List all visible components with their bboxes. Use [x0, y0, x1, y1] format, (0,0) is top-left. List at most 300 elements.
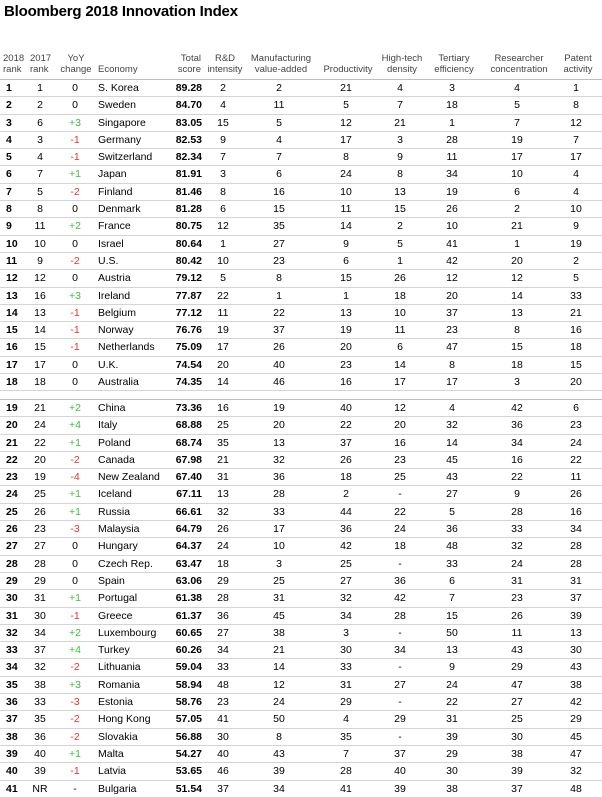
cell-rank-2018: 41 — [6, 782, 18, 795]
cell-manufacturing: 27 — [273, 237, 285, 250]
cell-tertiary-efficiency: 6 — [449, 574, 455, 587]
cell-rd-intensity: 36 — [217, 609, 229, 622]
cell-productivity: 20 — [340, 341, 352, 354]
cell-rd-intensity: 6 — [220, 203, 226, 216]
cell-economy: Greece — [98, 609, 133, 622]
cell-productivity: 15 — [340, 272, 352, 285]
cell-manufacturing: 23 — [273, 254, 285, 267]
cell-researcher-concentration: 3 — [514, 376, 520, 389]
cell-yoy-change: -1 — [70, 306, 80, 319]
cell-rank-2017: 21 — [34, 402, 46, 414]
cell-rd-intensity: 27 — [217, 626, 229, 639]
cell-total-score: 58.76 — [175, 696, 202, 709]
cell-tertiary-efficiency: 39 — [446, 730, 458, 743]
cell-total-score: 57.05 — [175, 713, 202, 726]
cell-researcher-concentration: 31 — [511, 574, 523, 587]
cell-total-score: 56.88 — [175, 730, 202, 743]
cell-rank-2017: 18 — [34, 376, 46, 389]
cell-total-score: 51.54 — [175, 782, 202, 795]
cell-rank-2017: 12 — [34, 272, 46, 285]
cell-hightech-density: - — [398, 696, 402, 709]
cell-rank-2018: 32 — [6, 626, 18, 639]
cell-patent-activity: 42 — [570, 696, 582, 709]
cell-patent-activity: 22 — [570, 453, 582, 466]
cell-yoy-change: 0 — [72, 203, 78, 216]
cell-yoy-change: +4 — [69, 644, 81, 657]
cell-patent-activity: 8 — [573, 99, 579, 112]
cell-manufacturing: 34 — [273, 782, 285, 795]
cell-economy: Netherlands — [98, 341, 155, 354]
cell-hightech-density: 9 — [397, 151, 403, 164]
cell-manufacturing: 17 — [273, 523, 285, 536]
table-row — [0, 305, 602, 322]
cell-rank-2018: 31 — [6, 609, 18, 622]
cell-researcher-concentration: 18 — [511, 358, 523, 371]
cell-rd-intensity: 21 — [217, 453, 229, 466]
cell-total-score: 53.65 — [175, 765, 202, 778]
cell-manufacturing: 38 — [273, 626, 285, 639]
cell-manufacturing: 1 — [276, 289, 282, 302]
cell-hightech-density: 24 — [394, 523, 406, 536]
cell-rank-2017: 28 — [34, 557, 46, 570]
cell-manufacturing: 35 — [273, 220, 285, 233]
cell-productivity: 41 — [340, 782, 352, 795]
cell-rank-2018: 8 — [6, 203, 12, 216]
cell-hightech-density: 12 — [394, 402, 406, 414]
cell-rank-2018: 3 — [6, 116, 12, 129]
cell-rank-2017: 3 — [37, 133, 43, 146]
table-row — [0, 115, 602, 132]
table-row — [0, 521, 602, 538]
cell-total-score: 76.76 — [175, 324, 202, 337]
header-tertiary-efficiency: Tertiary efficiency — [434, 53, 474, 75]
cell-yoy-change: +4 — [69, 419, 81, 432]
cell-rank-2018: 21 — [6, 436, 18, 449]
cell-rank-2017: 25 — [34, 488, 46, 501]
cell-manufacturing: 32 — [273, 453, 285, 466]
cell-tertiary-efficiency: 4 — [449, 402, 455, 414]
cell-rd-intensity: 41 — [217, 713, 229, 726]
cell-patent-activity: 45 — [570, 730, 582, 743]
cell-patent-activity: 38 — [570, 678, 582, 691]
cell-rd-intensity: 7 — [220, 151, 226, 164]
cell-yoy-change: -3 — [70, 523, 80, 536]
cell-researcher-concentration: 6 — [514, 185, 520, 198]
table-row — [0, 486, 602, 503]
cell-researcher-concentration: 1 — [514, 237, 520, 250]
cell-rank-2018: 5 — [6, 151, 12, 164]
table-row — [0, 149, 602, 166]
cell-manufacturing: 13 — [273, 436, 285, 449]
cell-researcher-concentration: 14 — [511, 289, 523, 302]
cell-rd-intensity: 14 — [217, 376, 229, 389]
cell-yoy-change: -1 — [70, 765, 80, 778]
cell-patent-activity: 16 — [570, 324, 582, 337]
cell-hightech-density: 22 — [394, 505, 406, 518]
cell-manufacturing: 14 — [273, 661, 285, 674]
cell-rank-2018: 12 — [6, 272, 18, 285]
cell-rd-intensity: 5 — [220, 272, 226, 285]
cell-hightech-density: 37 — [394, 747, 406, 760]
cell-hightech-density: 28 — [394, 609, 406, 622]
cell-total-score: 59.04 — [175, 661, 202, 674]
table-row — [0, 184, 602, 201]
cell-manufacturing: 21 — [273, 644, 285, 657]
cell-researcher-concentration: 16 — [511, 453, 523, 466]
cell-economy: Denmark — [98, 203, 141, 216]
cell-rd-intensity: 31 — [217, 471, 229, 484]
cell-tertiary-efficiency: 7 — [449, 592, 455, 605]
cell-rank-2017: 33 — [34, 696, 46, 709]
cell-researcher-concentration: 23 — [511, 592, 523, 605]
cell-manufacturing: 7 — [276, 151, 282, 164]
cell-rank-2018: 35 — [6, 678, 18, 691]
cell-patent-activity: 37 — [570, 592, 582, 605]
cell-total-score: 80.64 — [175, 237, 202, 250]
cell-rank-2018: 11 — [6, 254, 18, 267]
cell-yoy-change: +1 — [69, 168, 81, 181]
cell-tertiary-efficiency: 5 — [449, 505, 455, 518]
cell-economy: Spain — [98, 574, 125, 587]
cell-economy: Italy — [98, 419, 118, 432]
cell-hightech-density: - — [398, 626, 402, 639]
cell-yoy-change: 0 — [72, 376, 78, 389]
cell-rank-2017: 7 — [37, 168, 43, 181]
table-row — [0, 79, 602, 97]
header-hightech-density: High-tech density — [381, 53, 423, 75]
cell-rd-intensity: 35 — [217, 436, 229, 449]
cell-productivity: 37 — [340, 436, 352, 449]
cell-yoy-change: -1 — [70, 324, 80, 337]
cell-rank-2017: 10 — [34, 237, 46, 250]
cell-productivity: 7 — [343, 747, 349, 760]
cell-researcher-concentration: 47 — [511, 678, 523, 691]
cell-manufacturing: 36 — [273, 471, 285, 484]
cell-economy: Hungary — [98, 540, 138, 553]
cell-rd-intensity: 19 — [217, 324, 229, 337]
cell-tertiary-efficiency: 17 — [446, 376, 458, 389]
cell-productivity: 22 — [340, 419, 352, 432]
cell-total-score: 75.09 — [175, 341, 202, 354]
cell-tertiary-efficiency: 15 — [446, 609, 458, 622]
table-row — [0, 417, 602, 434]
cell-rank-2017: 26 — [34, 505, 46, 518]
cell-productivity: 32 — [340, 592, 352, 605]
cell-hightech-density: 1 — [397, 254, 403, 267]
cell-economy: U.S. — [98, 254, 119, 267]
cell-rank-2018: 1 — [6, 82, 12, 94]
cell-rank-2018: 22 — [6, 453, 18, 466]
cell-tertiary-efficiency: 34 — [446, 168, 458, 181]
cell-yoy-change: 0 — [72, 540, 78, 553]
cell-manufacturing: 10 — [273, 540, 285, 553]
cell-productivity: 2 — [343, 488, 349, 501]
cell-researcher-concentration: 39 — [511, 765, 523, 778]
cell-researcher-concentration: 11 — [511, 626, 523, 639]
cell-patent-activity: 23 — [570, 419, 582, 432]
cell-yoy-change: 0 — [72, 358, 78, 371]
cell-tertiary-efficiency: 12 — [446, 272, 458, 285]
cell-tertiary-efficiency: 48 — [446, 540, 458, 553]
cell-researcher-concentration: 9 — [514, 488, 520, 501]
cell-productivity: 24 — [340, 168, 352, 181]
cell-researcher-concentration: 10 — [511, 168, 523, 181]
table-row — [0, 538, 602, 555]
cell-patent-activity: 21 — [570, 306, 582, 319]
cell-yoy-change: +1 — [69, 488, 81, 501]
cell-patent-activity: 34 — [570, 523, 582, 536]
cell-productivity: 28 — [340, 765, 352, 778]
cell-tertiary-efficiency: 28 — [446, 133, 458, 146]
cell-rank-2018: 16 — [6, 341, 18, 354]
cell-researcher-concentration: 33 — [511, 523, 523, 536]
cell-rd-intensity: 30 — [217, 730, 229, 743]
cell-economy: Romania — [98, 678, 141, 691]
cell-hightech-density: 3 — [397, 133, 403, 146]
cell-hightech-density: 6 — [397, 341, 403, 354]
cell-rank-2018: 40 — [6, 765, 18, 778]
cell-researcher-concentration: 21 — [511, 220, 523, 233]
cell-rank-2018: 30 — [6, 592, 18, 605]
cell-rd-intensity: 16 — [217, 402, 229, 414]
cell-manufacturing: 8 — [276, 730, 282, 743]
cell-productivity: 29 — [340, 696, 352, 709]
cell-productivity: 19 — [340, 324, 352, 337]
cell-total-score: 58.94 — [175, 678, 202, 691]
cell-rank-2017: 15 — [34, 341, 46, 354]
cell-total-score: 64.79 — [175, 523, 202, 536]
cell-productivity: 18 — [340, 471, 352, 484]
cell-patent-activity: 32 — [570, 765, 582, 778]
table-row — [0, 781, 602, 798]
table-row — [0, 435, 602, 452]
cell-yoy-change: -2 — [70, 661, 80, 674]
cell-total-score: 79.12 — [175, 272, 202, 285]
cell-hightech-density: - — [398, 730, 402, 743]
table-row — [0, 270, 602, 287]
header-total-score: Total score — [177, 53, 201, 75]
cell-patent-activity: 7 — [573, 133, 579, 146]
cell-yoy-change: +2 — [69, 220, 81, 233]
cell-rank-2017: 19 — [34, 471, 46, 484]
cell-yoy-change: +3 — [69, 116, 81, 129]
cell-rank-2018: 17 — [6, 358, 18, 371]
header-economy: Economy — [98, 64, 138, 75]
cell-yoy-change: +1 — [69, 592, 81, 605]
cell-economy: Canada — [98, 453, 135, 466]
cell-hightech-density: 4 — [397, 82, 403, 94]
cell-economy: Luxembourg — [98, 626, 157, 639]
cell-total-score: 67.11 — [176, 488, 202, 501]
cell-productivity: 11 — [340, 203, 352, 216]
cell-total-score: 64.37 — [175, 540, 202, 553]
cell-manufacturing: 4 — [276, 133, 282, 146]
cell-rank-2018: 9 — [6, 220, 12, 233]
cell-tertiary-efficiency: 18 — [446, 99, 458, 112]
cell-yoy-change: 0 — [72, 99, 78, 112]
cell-yoy-change: +3 — [69, 289, 81, 302]
cell-rd-intensity: 2 — [220, 82, 226, 94]
cell-rank-2017: 17 — [34, 358, 46, 371]
cell-total-score: 54.27 — [175, 747, 202, 760]
cell-hightech-density: 15 — [394, 203, 406, 216]
cell-patent-activity: 10 — [570, 203, 582, 216]
cell-yoy-change: -2 — [70, 185, 80, 198]
cell-rd-intensity: 3 — [220, 168, 226, 181]
table-row — [0, 729, 602, 746]
table-row — [0, 677, 602, 694]
cell-hightech-density: 36 — [394, 574, 406, 587]
cell-economy: Russia — [98, 505, 131, 518]
cell-productivity: 1 — [343, 289, 349, 302]
cell-tertiary-efficiency: 13 — [446, 644, 458, 657]
cell-rd-intensity: 9 — [220, 133, 226, 146]
table-row — [0, 288, 602, 305]
cell-rank-2017: 24 — [34, 419, 46, 432]
cell-yoy-change: +1 — [69, 505, 81, 518]
cell-yoy-change: 0 — [72, 574, 78, 587]
cell-researcher-concentration: 2 — [514, 203, 520, 216]
cell-researcher-concentration: 32 — [511, 540, 523, 553]
cell-yoy-change: -3 — [70, 696, 80, 709]
table-row — [0, 608, 602, 625]
cell-tertiary-efficiency: 11 — [446, 151, 458, 164]
cell-productivity: 27 — [340, 574, 352, 587]
table-row — [0, 659, 602, 676]
cell-hightech-density: - — [398, 661, 402, 674]
cell-tertiary-efficiency: 30 — [446, 765, 458, 778]
cell-rank-2017: 31 — [34, 592, 46, 605]
cell-economy: Israel — [98, 237, 124, 250]
cell-rd-intensity: 1 — [220, 237, 226, 250]
cell-rd-intensity: 20 — [217, 358, 229, 371]
cell-researcher-concentration: 15 — [511, 341, 523, 354]
cell-rank-2017: 30 — [34, 609, 46, 622]
cell-researcher-concentration: 38 — [511, 747, 523, 760]
cell-patent-activity: 28 — [570, 540, 582, 553]
cell-patent-activity: 13 — [570, 626, 582, 639]
cell-patent-activity: 18 — [570, 341, 582, 354]
cell-hightech-density: 42 — [394, 592, 406, 605]
cell-manufacturing: 28 — [273, 488, 285, 501]
cell-rank-2018: 39 — [6, 747, 18, 760]
cell-economy: Poland — [98, 436, 131, 449]
cell-tertiary-efficiency: 14 — [446, 436, 458, 449]
cell-manufacturing: 15 — [273, 203, 285, 216]
cell-researcher-concentration: 19 — [511, 133, 523, 146]
cell-productivity: 31 — [340, 678, 352, 691]
table-row — [0, 452, 602, 469]
cell-tertiary-efficiency: 32 — [446, 419, 458, 432]
cell-yoy-change: -1 — [70, 133, 80, 146]
cell-manufacturing: 33 — [273, 505, 285, 518]
cell-tertiary-efficiency: 9 — [449, 661, 455, 674]
cell-hightech-density: 18 — [394, 540, 406, 553]
cell-rank-2018: 2 — [6, 99, 12, 112]
cell-patent-activity: 15 — [570, 358, 582, 371]
cell-patent-activity: 39 — [570, 609, 582, 622]
cell-rank-2017: 39 — [34, 765, 46, 778]
cell-manufacturing: 24 — [273, 696, 285, 709]
cell-researcher-concentration: 42 — [511, 402, 523, 414]
cell-productivity: 40 — [340, 402, 352, 414]
cell-rank-2018: 28 — [6, 557, 18, 570]
cell-researcher-concentration: 25 — [511, 713, 523, 726]
cell-productivity: 16 — [340, 376, 352, 389]
cell-tertiary-efficiency: 23 — [446, 324, 458, 337]
cell-hightech-density: 18 — [394, 289, 406, 302]
cell-rank-2018: 33 — [6, 644, 18, 657]
cell-total-score: 63.06 — [175, 574, 202, 587]
cell-economy: Hong Kong — [98, 713, 151, 726]
cell-rank-2017: 11 — [34, 220, 46, 233]
cell-total-score: 60.26 — [175, 644, 202, 657]
cell-researcher-concentration: 5 — [514, 99, 520, 112]
cell-total-score: 74.35 — [175, 376, 202, 389]
cell-productivity: 25 — [340, 557, 352, 570]
cell-total-score: 81.91 — [175, 168, 202, 181]
cell-patent-activity: 19 — [570, 237, 582, 250]
cell-rank-2017: 16 — [34, 289, 46, 302]
cell-productivity: 3 — [343, 626, 349, 639]
cell-rank-2017: 1 — [37, 82, 43, 94]
cell-economy: Austria — [98, 272, 131, 285]
cell-economy: China — [98, 402, 126, 414]
cell-yoy-change: -1 — [70, 151, 80, 164]
cell-researcher-concentration: 27 — [511, 696, 523, 709]
cell-tertiary-efficiency: 36 — [446, 523, 458, 536]
cell-researcher-concentration: 13 — [511, 306, 523, 319]
cell-productivity: 17 — [340, 133, 352, 146]
header-productivity: Productivity — [323, 64, 373, 75]
header-manufacturing: Manufacturing value-added — [250, 53, 312, 75]
cell-yoy-change: -2 — [70, 713, 80, 726]
cell-rank-2017: 23 — [34, 523, 46, 536]
cell-productivity: 5 — [343, 99, 349, 112]
cell-rank-2017: 5 — [37, 185, 43, 198]
table-row — [0, 97, 602, 114]
cell-patent-activity: 20 — [570, 376, 582, 389]
cell-rank-2017: 40 — [34, 747, 46, 760]
cell-rank-2018: 24 — [6, 488, 18, 501]
cell-tertiary-efficiency: 42 — [446, 254, 458, 267]
cell-total-score: 68.74 — [175, 436, 202, 449]
cell-total-score: 68.88 — [175, 419, 202, 432]
cell-rd-intensity: 24 — [217, 540, 229, 553]
cell-tertiary-efficiency: 22 — [446, 696, 458, 709]
cell-rank-2018: 23 — [6, 471, 18, 484]
cell-productivity: 36 — [340, 523, 352, 536]
cell-hightech-density: 26 — [394, 272, 406, 285]
header-researcher-concentration: Researcher concentration — [490, 53, 548, 75]
cell-manufacturing: 16 — [273, 185, 285, 198]
cell-economy: Switzerland — [98, 151, 153, 164]
cell-rd-intensity: 23 — [217, 696, 229, 709]
cell-economy: Portugal — [98, 592, 138, 605]
cell-researcher-concentration: 34 — [511, 436, 523, 449]
cell-total-score: 66.61 — [175, 505, 202, 518]
cell-rank-2017: 8 — [37, 203, 43, 216]
cell-rank-2018: 37 — [6, 713, 18, 726]
cell-rank-2017: 38 — [34, 678, 46, 691]
cell-patent-activity: 2 — [573, 254, 579, 267]
cell-rd-intensity: 46 — [217, 765, 229, 778]
cell-productivity: 6 — [343, 254, 349, 267]
cell-economy: Slovakia — [98, 730, 138, 743]
cell-rank-2018: 6 — [6, 168, 12, 181]
cell-rank-2018: 10 — [6, 237, 18, 250]
cell-patent-activity: 29 — [570, 713, 582, 726]
